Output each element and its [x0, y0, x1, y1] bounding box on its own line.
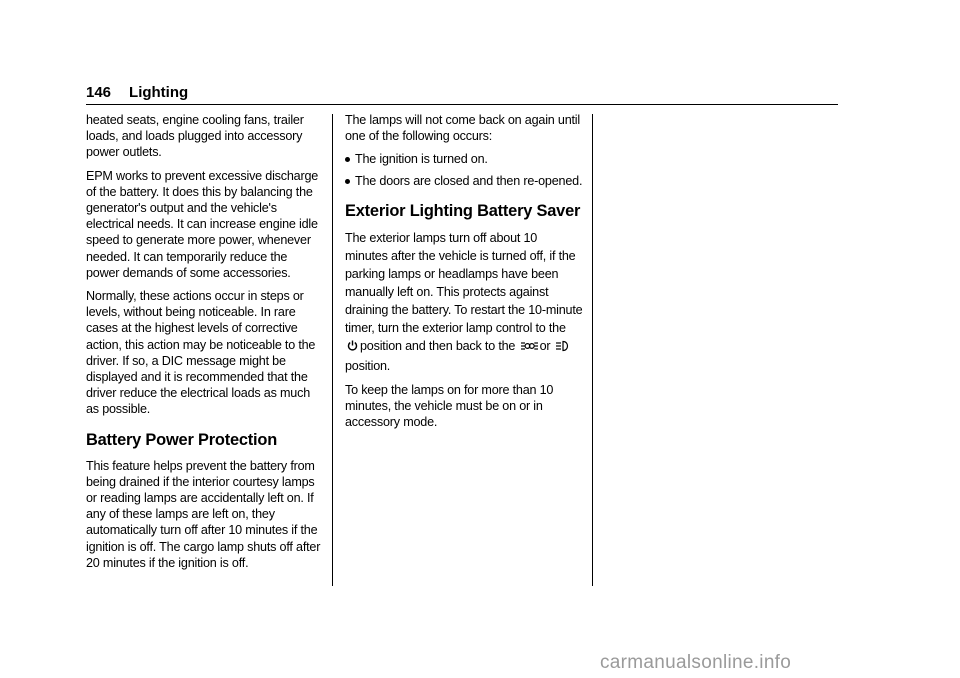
watermark: carmanualsonline.info	[600, 652, 792, 673]
paragraph: To keep the lamps on for more than 10 minutes, the vehicle must be on or in accessory mode.	[345, 382, 554, 430]
heading-battery-power-protection: Battery Power Protection	[86, 430, 278, 449]
paragraph: The lamps will not come back on again until one of the following occurs:	[345, 113, 581, 144]
bullet-list	[345, 151, 583, 188]
headlamps-icon	[556, 339, 570, 357]
page-header	[86, 84, 188, 101]
heading-exterior-lighting-battery-saver: Exterior Lighting Battery Saver	[345, 201, 581, 220]
middle-column	[345, 112, 583, 437]
paragraph: This feature helps prevent the battery from being drained if the interior courtesy lamps or reading lamps are accidentally left on. If any of these lamps are left on, they automatically turn off after 10 minutes if the ignition is off. The cargo lamp shuts off after 20 minutes if the ignition is off.	[86, 458, 321, 570]
column-separator	[592, 114, 593, 586]
list-item: The doors are closed and then re-opened.	[345, 173, 583, 189]
paragraph: Normally, these actions occur in steps or levels, without being noticeable. In rare cases at the highest levels of corrective action, this action may be noticeable to the driver. If so, a DIC message might be displayed and it is recommended that the driver reduce the electrical loads as much as possible.	[86, 289, 316, 417]
bullet-icon	[345, 157, 350, 162]
list-item: The ignition is turned on.	[345, 151, 583, 167]
bullet-icon	[345, 179, 350, 184]
power-off-icon	[347, 339, 358, 357]
paragraph: EPM works to prevent excessive discharge of the battery. It does this by balancing the generator's output and the vehicle's electrical needs. It can increase engine idle speed to generate more power, whenever needed. It can temporarily reduce the power demands of some accessories.	[86, 168, 319, 280]
paragraph: The exterior lamps turn off about 10 minutes after the vehicle is turned off, if the parking lamps or headlamps have been manually left on. This protects against draining the battery. To restart the 10-minute timer, turn the exterior lamp control to the position and then back to the or position.	[345, 230, 583, 373]
column-separator	[332, 114, 333, 586]
left-column	[86, 112, 322, 578]
section-title: Lighting	[129, 84, 189, 101]
paragraph: heated seats, engine cooling fans, trailer loads, and loads plugged into accessory power outlets.	[86, 113, 304, 160]
page-number: 146	[86, 84, 112, 101]
parking-lamps-icon	[521, 339, 538, 357]
header-rule	[86, 104, 838, 105]
